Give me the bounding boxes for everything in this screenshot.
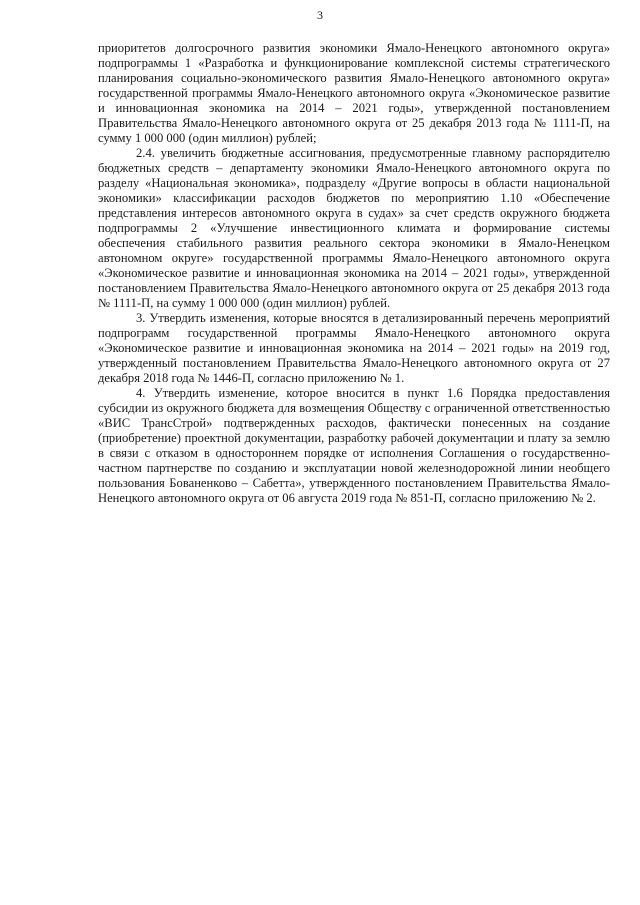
paragraph-item-2-4: 2.4. увеличить бюджетные ассигнования, предусмотренные главному распорядителю бюджетных средств – департаменту экономики Ямало-Ненецкого автономного округа по разделу «Национальная экономика», подразделу «Другие вопросы в области национальной экономики» классификации расходов бюджетов по мероприятию 1.10 «Обеспечение представления интересов автономного округа в судах» за счет средств окружного бюджета подпрограммы 2 «Улучшение инвестиционного климата и формирование системы обеспечения стабильного развития реального сектора экономики в Ямало-Ненецком автономном округе» государственной программы Ямало-Ненецкого автономного округа «Экономическое развитие и инновационная экономика на 2014 – 2021 годы», утвержденной постановлением Правительства Ямало-Ненецкого автономного округа от 25 декабря 2013 года № 1111-П, на сумму 1 000 000 (один миллион) рублей.: [98, 146, 610, 310]
paragraph-item-3: 3. Утвердить изменения, которые вносятся в детализированный перечень мероприятий подпрограмм государственной программы Ямало-Ненецкого автономного округа «Экономическое развитие и инновационная экономика на 2014 – 2021 годы» на 2019 год, утвержденный постановлением Правительства Ямало-Ненецкого автономного округа от 27 декабря 2018 года № 1446-П, согласно приложению № 1.: [98, 311, 610, 385]
page-number: 3: [317, 8, 323, 22]
paragraph-continuation: приоритетов долгосрочного развития экономики Ямало-Ненецкого автономного округа» подпрограммы 1 «Разработка и функционирование комплексной системы стратегического планирования социально-экономического развития Ямало-Ненецкого автономного округа» государственной программы Ямало-Ненецкого автономного округа «Экономическое развитие и инновационная экономика на 2014 – 2021 годы», утвержденной постановлением Правительства Ямало-Ненецкого автономного округа от 25 декабря 2013 года № 1111-П, на сумму 1 000 000 (один миллион) рублей;: [98, 41, 610, 145]
paragraph-item-4: 4. Утвердить изменение, которое вносится в пункт 1.6 Порядка предоставления субсидии из окружного бюджета для возмещения Обществу с ограниченной ответственностью «ВИС ТрансСтрой» подтвержденных расходов, фактически понесенных на создание (приобретение) проектной документации, разработку рабочей документации и плату за землю в связи с отказом в одностороннем порядке от исполнения Соглашения о государственно-частном партнерстве по созданию и эксплуатации новой железнодорожной линии необщего пользования Бованенково – Сабетта», утвержденного постановлением Правительства Ямало-Ненецкого автономного округа от 06 августа 2019 года № 851-П, согласно приложению № 2.: [98, 386, 610, 505]
document-body: [98, 41, 610, 506]
